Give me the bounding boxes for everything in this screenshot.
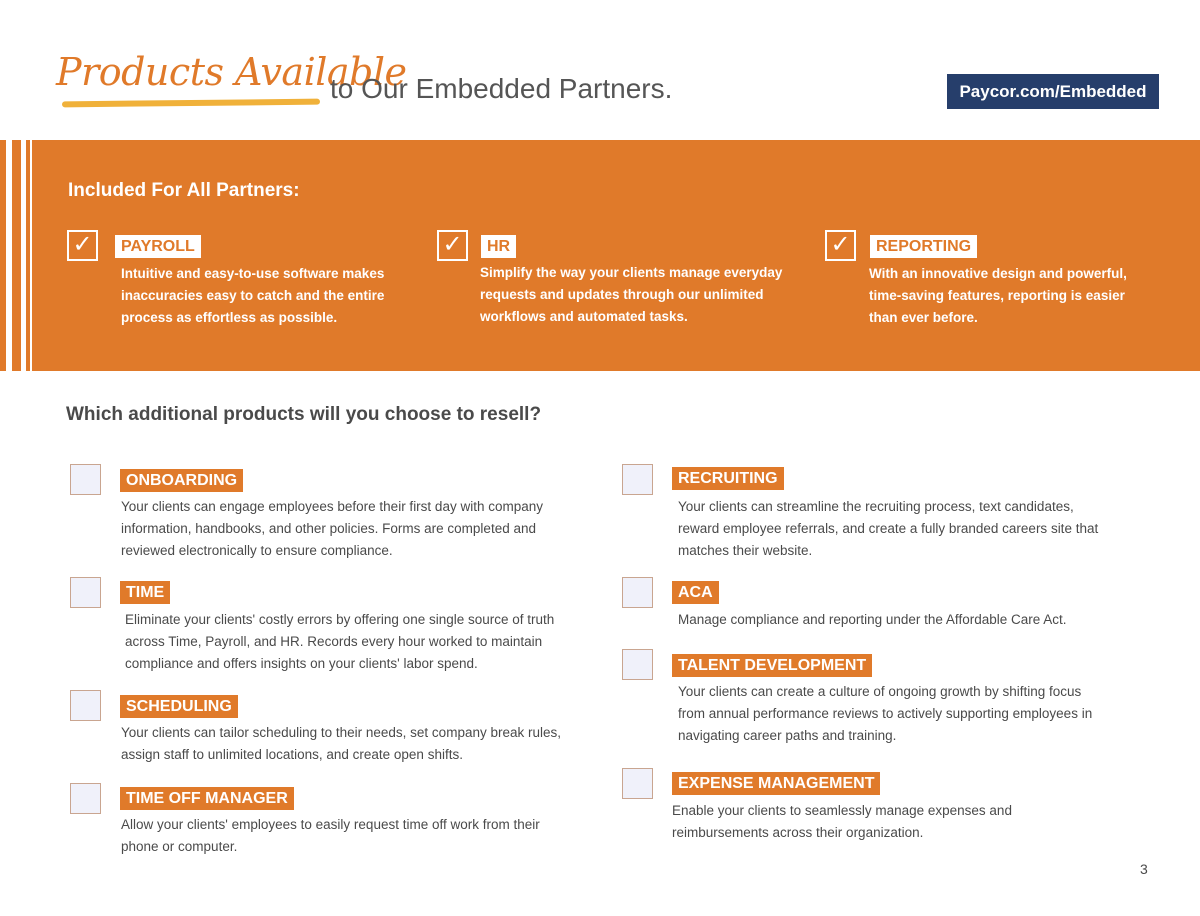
product-desc-time: Eliminate your clients' costly errors by offering one single source of truth across Time, Payroll, and HR. Records every hour worked to maintain compliance and offers insights on your clients' labor spend. <box>125 612 555 671</box>
product-label-expense-management: EXPENSE MANAGEMENT <box>672 772 880 795</box>
checkbox-expense-management[interactable] <box>622 768 653 799</box>
title-underline <box>62 99 320 108</box>
checkbox-scheduling[interactable] <box>70 690 101 721</box>
band-stripe <box>26 140 30 371</box>
included-desc-reporting: With an innovative design and powerful, time-saving features, reporting is easier than ever before. <box>869 266 1127 325</box>
product-desc-aca: Manage compliance and reporting under the Affordable Care Act. <box>678 612 1067 627</box>
product-desc-time-off-manager: Allow your clients' employees to easily request time off work from their phone or computer. <box>121 817 540 854</box>
product-label-aca: ACA <box>672 581 719 604</box>
checkmark-icon: ✓ <box>437 230 468 261</box>
product-label-recruiting: RECRUITING <box>672 467 784 490</box>
page-title-script: Products Available <box>56 50 407 94</box>
included-title: Included For All Partners: <box>68 180 300 201</box>
band-stripe <box>0 140 6 371</box>
included-label-hr: HR <box>481 235 516 258</box>
product-label-time-off-manager: TIME OFF MANAGER <box>120 787 294 810</box>
checkmark-icon: ✓ <box>67 230 98 261</box>
band-stripe <box>12 140 21 371</box>
product-desc-expense-management: Enable your clients to seamlessly manage expenses and reimbursements across their organization. <box>672 803 1012 840</box>
page-number: 3 <box>1140 861 1148 877</box>
included-desc-payroll: Intuitive and easy-to-use software makes inaccuracies easy to catch and the entire process as effortless as possible. <box>121 266 385 325</box>
section-question: Which additional products will you choose to resell? <box>66 404 542 425</box>
checkbox-talent-development[interactable] <box>622 649 653 680</box>
included-desc-hr: Simplify the way your clients manage everyday requests and updates through our unlimited workflows and automated tasks. <box>480 265 783 324</box>
product-label-scheduling: SCHEDULING <box>120 695 238 718</box>
checkbox-time[interactable] <box>70 577 101 608</box>
product-desc-recruiting: Your clients can streamline the recruiting process, text candidates, reward employee referrals, and create a fully branded careers site that matches their website. <box>678 499 1099 558</box>
product-label-onboarding: ONBOARDING <box>120 469 243 492</box>
url-badge[interactable]: Paycor.com/Embedded <box>947 74 1159 109</box>
checkbox-recruiting[interactable] <box>622 464 653 495</box>
checkmark-icon: ✓ <box>825 230 856 261</box>
product-desc-talent-development: Your clients can create a culture of ongoing growth by shifting focus from annual performance reviews to actively supporting employees in navigating career paths and training. <box>678 684 1093 743</box>
product-desc-onboarding: Your clients can engage employees before their first day with company information, handbooks, and other policies. Forms are completed and reviewed electronically to ensure compliance. <box>121 499 543 558</box>
included-label-reporting: REPORTING <box>870 235 977 258</box>
included-label-payroll: PAYROLL <box>115 235 201 258</box>
product-label-talent-development: TALENT DEVELOPMENT <box>672 654 872 677</box>
product-label-time: TIME <box>120 581 170 604</box>
checkbox-onboarding[interactable] <box>70 464 101 495</box>
checkbox-time-off-manager[interactable] <box>70 783 101 814</box>
checkbox-aca[interactable] <box>622 577 653 608</box>
included-band <box>32 140 1200 371</box>
page-title: to Our Embedded Partners. <box>330 73 673 104</box>
product-desc-scheduling: Your clients can tailor scheduling to their needs, set company break rules, assign staff to unlimited locations, and create open shifts. <box>121 725 561 762</box>
